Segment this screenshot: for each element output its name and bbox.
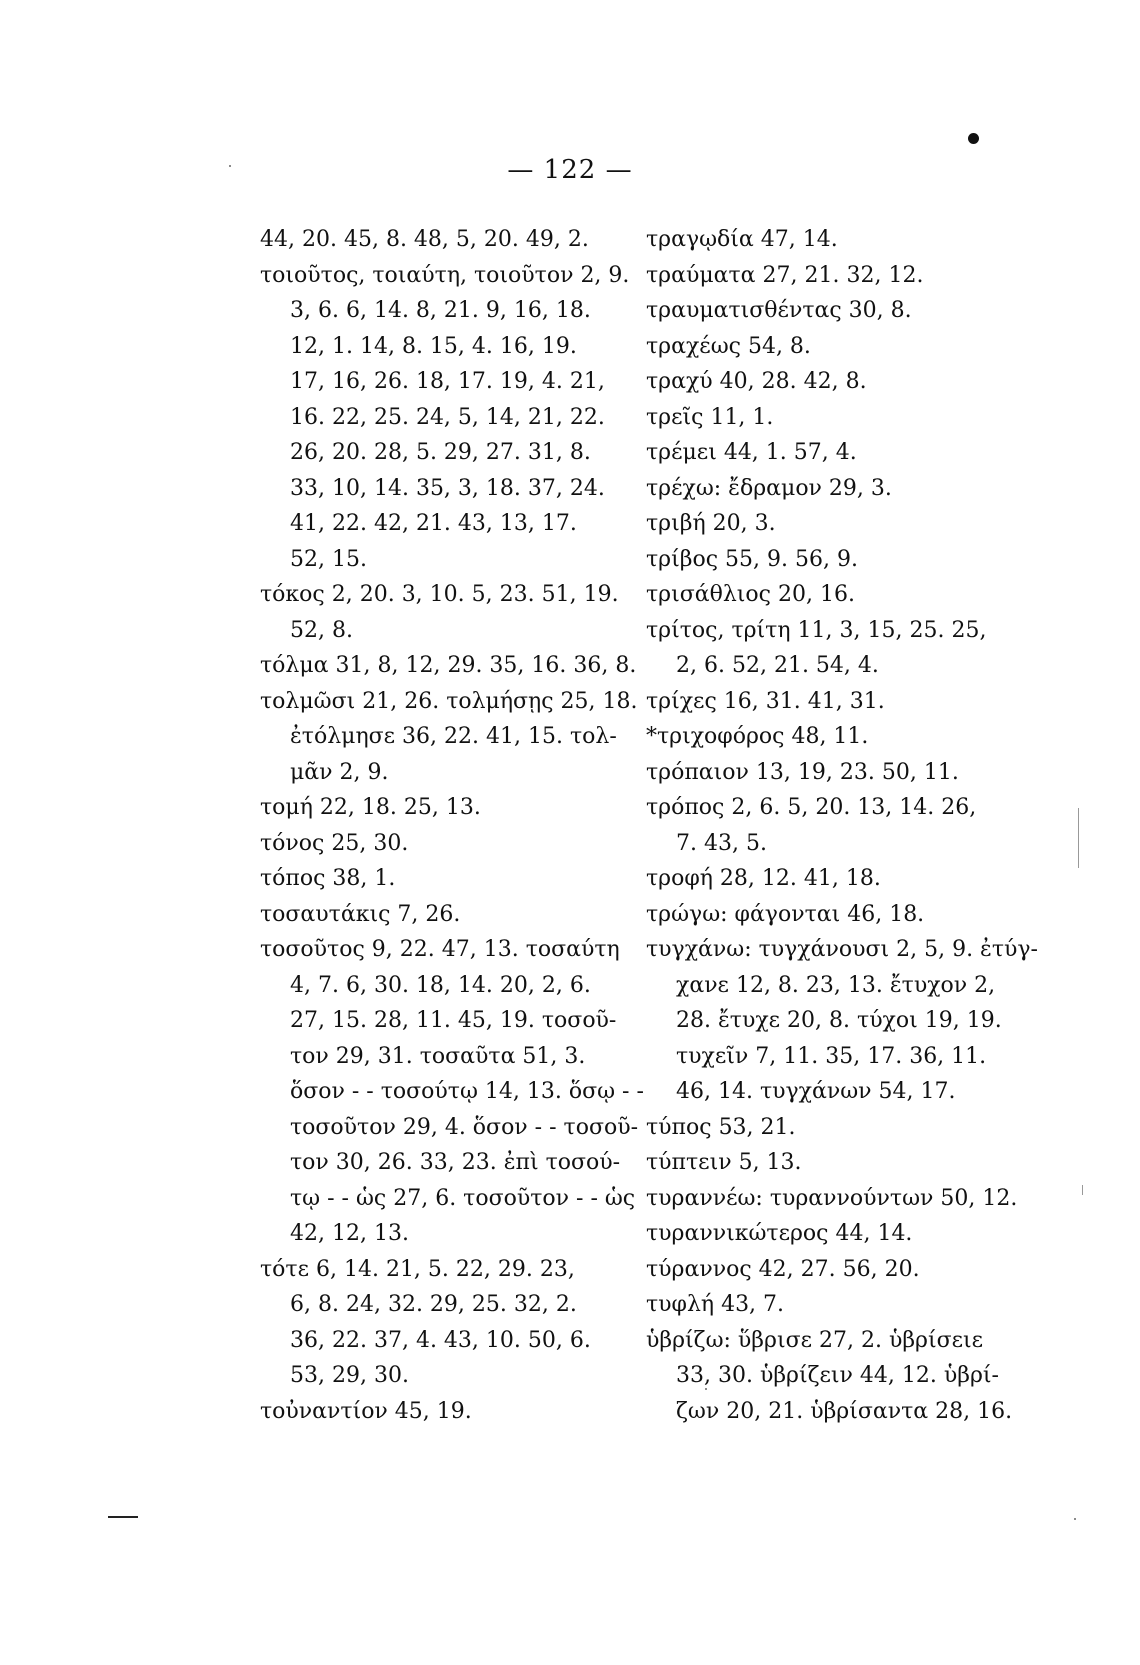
index-line: τυραννέω: τυραννούντων 50, 12. [646, 1185, 1018, 1211]
index-line: τρισάθλιος 20, 16. [646, 582, 855, 607]
index-line: τυγχάνω: τυγχάνουσι 2, 5, 9. ἐτύγ- [646, 937, 1038, 962]
index-line: 33, 10, 14. 35, 3, 18. 37, 24. [290, 475, 605, 501]
index-line: 28. ἔτυχε 20, 8. τύχοι 19, 19. [676, 1008, 1002, 1033]
index-line: τραγῳδία 47, 14. [646, 227, 838, 252]
index-line: τρόπος 2, 6. 5, 20. 13, 14. 26, [646, 795, 977, 820]
index-line: 12, 1. 14, 8. 15, 4. 16, 19. [290, 333, 577, 359]
index-line: 7. 43, 5. [676, 830, 767, 856]
index-line: 52, 8. [290, 617, 353, 643]
index-line: τρώγω: φάγονται 46, 18. [646, 901, 925, 927]
index-line: τυχεῖν 7, 11. 35, 17. 36, 11. [676, 1043, 987, 1069]
index-line: τριβή 20, 3. [646, 511, 776, 536]
index-line: τόκος 2, 20. 3, 10. 5, 23. 51, 19. [260, 582, 619, 607]
index-line: χανε 12, 8. 23, 13. ἔτυχον 2, [676, 972, 996, 998]
index-line: ζων 20, 21. ὑβρίσαντα 28, 16. [676, 1398, 1013, 1424]
index-line: 33, 30. ὑβρίζειν 44, 12. ὑβρί- [676, 1363, 999, 1388]
index-line: τρίβος 55, 9. 56, 9. [646, 546, 858, 572]
index-line: τραυματισθέντας 30, 8. [646, 298, 912, 323]
index-line: τύραννος 42, 27. 56, 20. [646, 1256, 920, 1282]
index-line: 17, 16, 26. 18, 17. 19, 4. 21, [290, 369, 605, 394]
index-line: τρόπαιον 13, 19, 23. 50, 11. [646, 759, 959, 785]
index-line: τοσοῦτος 9, 22. 47, 13. τοσαύτη [260, 937, 620, 962]
scan-artifact-line [1082, 1185, 1083, 1195]
index-line: τότε 6, 14. 21, 5. 22, 29. 23, [260, 1256, 575, 1282]
index-line: τομή 22, 18. 25, 13. [260, 795, 481, 820]
index-line: *τριχοφόρος 48, 11. [646, 724, 869, 749]
index-line: τοὐναντίον 45, 19. [260, 1398, 472, 1424]
index-line: τόπος 38, 1. [260, 866, 396, 891]
index-line: ὑβρίζω: ὕβρισε 27, 2. ὑβρίσειε [646, 1327, 984, 1353]
scan-artifact-dot [1074, 1518, 1076, 1520]
index-line: 16. 22, 25. 24, 5, 14, 21, 22. [290, 404, 605, 430]
index-line: τύπος 53, 21. [646, 1114, 796, 1140]
ink-dot [968, 133, 979, 144]
index-line: τόλμα 31, 8, 12, 29. 35, 16. 36, 8. [260, 653, 637, 678]
index-line: 44, 20. 45, 8. 48, 5, 20. 49, 2. [260, 227, 589, 252]
index-line: τυφλή 43, 7. [646, 1292, 785, 1317]
index-line: τρεῖς 11, 1. [646, 404, 774, 430]
index-line: 6, 8. 24, 32. 29, 25. 32, 2. [290, 1292, 577, 1317]
index-line: τοσοῦτον 29, 4. ὅσον - - τοσοῦ- [290, 1114, 639, 1140]
index-line: τόνος 25, 30. [260, 830, 409, 856]
index-column-left [260, 222, 644, 1429]
index-line: 36, 22. 37, 4. 43, 10. 50, 6. [290, 1327, 591, 1353]
index-line: τρίχες 16, 31. 41, 31. [646, 688, 885, 714]
index-line: 46, 14. τυγχάνων 54, 17. [676, 1079, 956, 1104]
index-line: τρέμει 44, 1. 57, 4. [646, 440, 857, 465]
index-line: 26, 20. 28, 5. 29, 27. 31, 8. [290, 440, 591, 465]
index-line: τολμῶσι 21, 26. τολμήσῃς 25, 18. [260, 688, 638, 714]
index-line: τῳ - - ὡς 27, 6. τοσοῦτον - - ὡς [290, 1185, 636, 1211]
index-line: 3, 6. 6, 14. 8, 21. 9, 16, 18. [290, 298, 591, 323]
index-line: τυραννικώτερος 44, 14. [646, 1221, 913, 1246]
index-line: τύπτειν 5, 13. [646, 1150, 802, 1175]
scan-artifact-dot [705, 1388, 707, 1390]
index-line: ὅσον - - τοσούτῳ 14, 13. ὅσῳ - - [290, 1079, 644, 1104]
scan-artifact-line [1078, 808, 1079, 868]
margin-rule-mark [108, 1516, 138, 1518]
index-line: τρίτος, τρίτη 11, 3, 15, 25. 25, [646, 617, 987, 643]
index-line: τον 30, 26. 33, 23. ἐπὶ τοσού- [290, 1150, 621, 1175]
index-line: 27, 15. 28, 11. 45, 19. τοσοῦ- [290, 1008, 617, 1033]
index-line: τραχέως 54, 8. [646, 333, 811, 359]
index-line: 53, 29, 30. [290, 1363, 409, 1388]
scan-artifact-dot [229, 165, 231, 167]
index-column-right [646, 222, 1038, 1429]
index-line: τραχύ 40, 28. 42, 8. [646, 369, 867, 394]
index-line: 42, 12, 13. [290, 1221, 409, 1246]
index-line: μᾶν 2, 9. [290, 759, 389, 785]
index-line: τοσαυτάκις 7, 26. [260, 901, 461, 927]
index-line: τον 29, 31. τοσαῦτα 51, 3. [290, 1043, 586, 1069]
index-line: 41, 22. 42, 21. 43, 13, 17. [290, 511, 577, 536]
index-line: 4, 7. 6, 30. 18, 14. 20, 2, 6. [290, 972, 591, 998]
index-line: 2, 6. 52, 21. 54, 4. [676, 653, 879, 678]
index-line: τοιοῦτος, τοιαύτη, τοιοῦτον 2, 9. [260, 262, 630, 288]
index-line: τραύματα 27, 21. 32, 12. [646, 262, 924, 288]
index-line: τροφή 28, 12. 41, 18. [646, 866, 881, 891]
index-line: 52, 15. [290, 546, 367, 572]
index-line: τρέχω: ἔδραμον 29, 3. [646, 475, 892, 501]
index-line: ἐτόλμησε 36, 22. 41, 15. τολ- [290, 724, 617, 749]
page-number: — 122 — [507, 155, 633, 185]
